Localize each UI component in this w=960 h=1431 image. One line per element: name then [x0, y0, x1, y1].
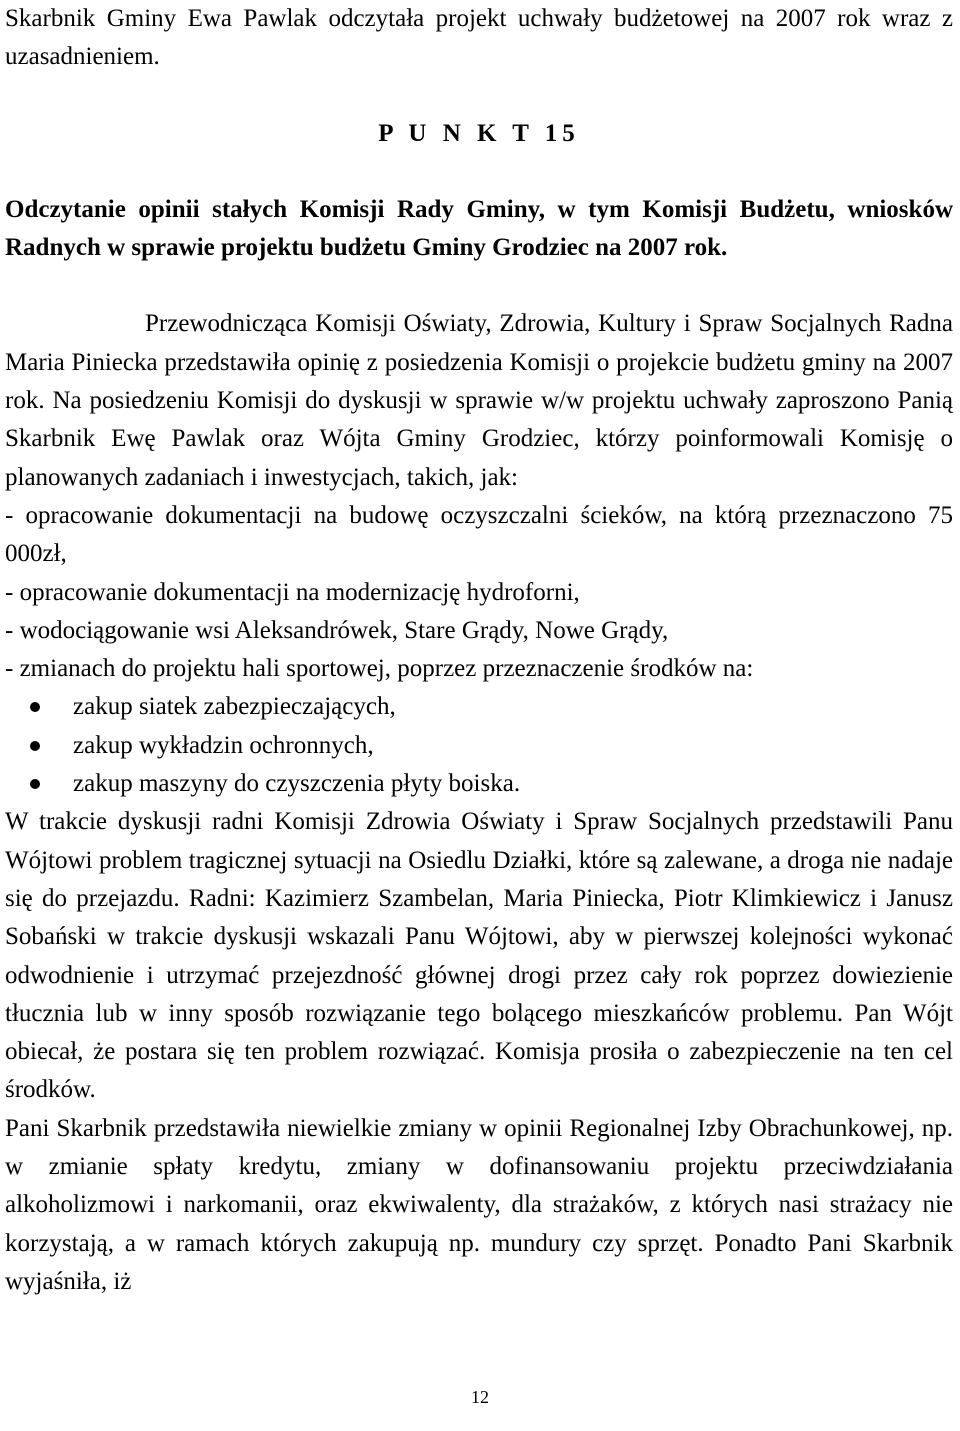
section-heading: P U N K T 15 — [378, 119, 580, 147]
dash-item: - opracowanie dokumentacji na modernizację hydroforni, — [5, 578, 580, 606]
bullet-icon — [30, 741, 40, 751]
main-paragraph: Przewodnicząca Komisji Oświaty, Zdrowia, Kultury i Spraw Socjalnych Radna Maria Piniecka przedstawiła opinię z posiedzenia Komisji o projekcie budżetu gminy na 2007 rok. Na posiedzeniu Komisji do dyskusji w sprawie w/w projektu uchwały zaproszono Panią Skarbnik Ewę Pawlak oraz Wójta Gminy Grodziec, którzy poinformowali Komisję o planowanych zadaniach i inwestycjach, takich, jak: — [5, 310, 953, 491]
bullet-list-item — [5, 727, 953, 765]
page-number: 12 — [471, 1387, 489, 1407]
bullet-list — [5, 688, 953, 803]
document-page — [5, 0, 953, 1301]
dash-item: - wodociągowanie wsi Aleksandrówek, Stare Grądy, Nowe Grądy, — [5, 616, 669, 644]
bullet-text: zakup siatek zabezpieczających, — [73, 693, 396, 721]
intro-paragraph: Skarbnik Gminy Ewa Pawlak odczytała projekt uchwały budżetowej na 2007 rok wraz z uzasadnieniem. — [5, 5, 953, 71]
bullet-text: zakup wykładzin ochronnych, — [73, 731, 374, 759]
bullet-list-item — [5, 688, 953, 726]
treasurer-paragraph: Pani Skarbnik przedstawiła niewielkie zmiany w opinii Regionalnej Izby Obrachunkowej, np. w zmianie spłaty kredytu, zmiany w dofinansowaniu projektu przeciwdziałania alkoholizmowi i narkomanii, oraz ekwiwalenty, dla strażaków, z których nasi strażacy nie korzystają, a w ramach których zakupują np. mundury czy sprzęt. Ponadto Pani Skarbnik wyjaśniła, iż — [5, 1114, 953, 1295]
dash-item: - zmianach do projektu hali sportowej, poprzez przeznaczenie środków na: — [5, 655, 754, 683]
dash-item: - opracowanie dokumentacji na budowę oczyszczalni ścieków, na którą przeznaczono 75 000zł, — [5, 501, 953, 568]
discussion-paragraph: W trakcie dyskusji radni Komisji Zdrowia Oświaty i Spraw Socjalnych przedstawili Panu Wójtowi problem tragicznej sytuacji na Osiedlu Działki, które są zalewane, a droga nie nadaje się do przejazdu. Radni: Kazimierz Szambelan, Maria Piniecka, Piotr Klimkiewicz i Janusz Sobański w trakcie dyskusji wskazali Panu Wójtowi, aby w pierwszej kolejności wykonać odwodnienie i utrzymać przejezdność głównej drogi przez cały rok poprzez dowiezienie tłucznia lub w inny sposób rozwiązanie tego bolącego mieszkańców problemu. Pan Wójt obiecał, że postara się ten problem rozwiązać. Komisja prosiła o zabezpieczenie na ten cel środków. — [5, 808, 953, 1104]
bullet-text: zakup maszyny do czyszczenia płyty boiska. — [73, 770, 521, 798]
bullet-list-item — [5, 765, 953, 803]
bullet-icon — [30, 702, 40, 712]
agenda-item-title: Odczytanie opinii stałych Komisji Rady Gminy, w tym Komisji Budżetu, wniosków Radnych w sprawie projektu budżetu Gminy Grodziec na 2007 rok. — [5, 195, 953, 262]
bullet-icon — [30, 779, 40, 789]
